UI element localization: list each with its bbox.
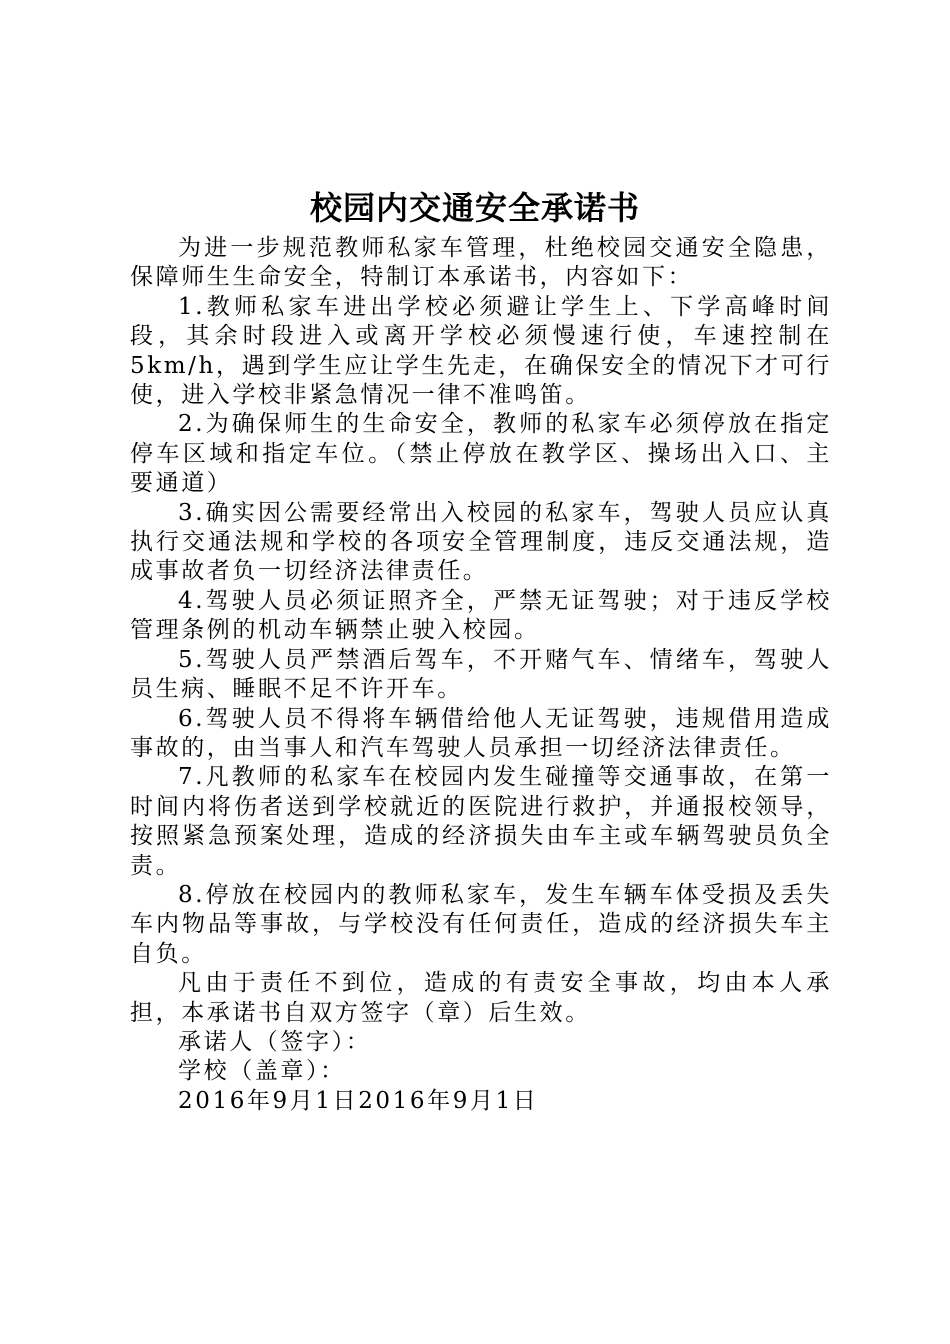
intro-paragraph: 为进一步规范教师私家车管理，杜绝校园交通安全隐患，保障师生生命安全，特制订本承诺书，内容如下： — [130, 235, 832, 291]
clause-2: 2.为确保师生的生命安全，教师的私家车必须停放在指定停车区域和指定车位。（禁止停放在教学区、操场出入口、主要通道） — [130, 411, 832, 497]
closing-paragraph: 凡由于责任不到位，造成的有责安全事故，均由本人承担，本承诺书自双方签字（章）后生效。 — [130, 970, 832, 1026]
school-seal-line: 学校（盖章）： — [178, 1058, 346, 1085]
clause-7: 7.凡教师的私家车在校园内发生碰撞等交通事故，在第一时间内将伤者送到学校就近的医院进行救护，并通报校领导，按照紧急预案处理，造成的经济损失由车主或车辆驾驶员负全责。 — [130, 764, 832, 879]
clause-8: 8.停放在校园内的教师私家车，发生车辆车体受损及丢失车内物品等事故，与学校没有任何责任，造成的经济损失车主自负。 — [130, 881, 832, 967]
promisor-signature-line: 承诺人（签字）： — [178, 1028, 372, 1055]
clause-3: 3.确实因公需要经常出入校园的私家车，驾驶人员应认真执行交通法规和学校的各项安全管理制度，违反交通法规，造成事故者负一切经济法律责任。 — [130, 499, 832, 585]
signature-dates: 2016年9月1日2016年9月1日 — [178, 1087, 539, 1114]
document-body — [130, 234, 832, 1116]
clause-5: 5.驾驶人员严禁酒后驾车，不开赌气车、情绪车，驾驶人员生病、睡眠不足不许开车。 — [130, 646, 832, 703]
clause-6: 6.驾驶人员不得将车辆借给他人无证驾驶，违规借用造成事故的，由当事人和汽车驾驶人员承担一切经济法律责任。 — [130, 705, 832, 761]
clause-1: 1.教师私家车进出学校必须避让学生上、下学高峰时间段，其余时段进入或离开学校必须慢速行使，车速控制在5km/h，遇到学生应让学生先走，在确保安全的情况下才可行使，进入学校非紧急情况一律不准鸣笛。 — [130, 293, 832, 409]
clause-4: 4.驾驶人员必须证照齐全，严禁无证驾驶；对于违反学校管理条例的机动车辆禁止驶入校园。 — [130, 587, 832, 644]
document-title: 校园内交通安全承诺书 — [309, 189, 640, 227]
